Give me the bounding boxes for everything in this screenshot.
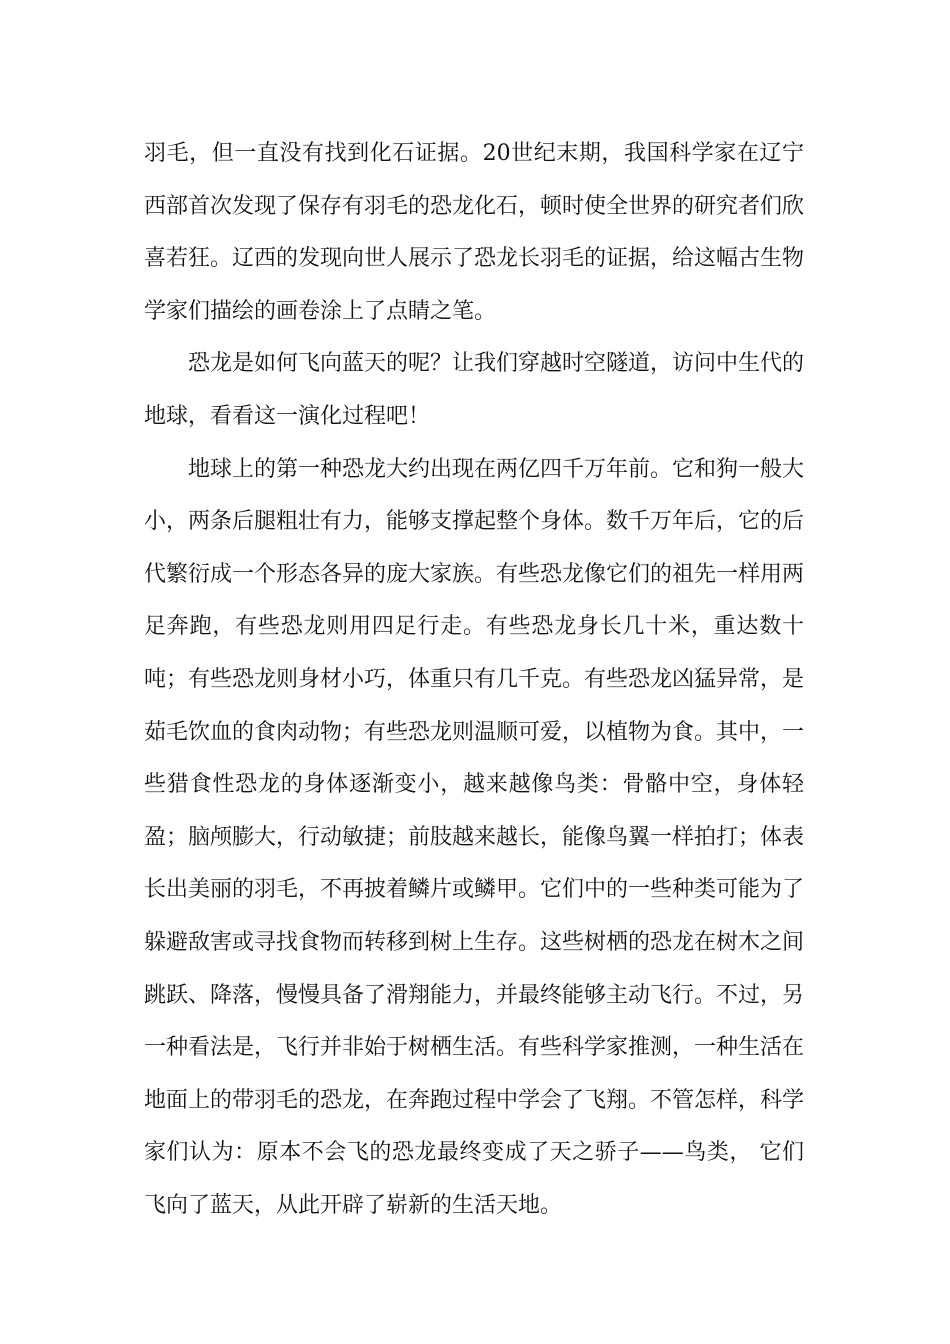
paragraph-continuation: 羽毛，但一直没有找到化石证据。20世纪末期，我国科学家在辽宁西部首次发现了保存有羽毛的恐龙化石，顿时使全世界的研究者们欣喜若狂。辽西的发现向世人展示了恐龙长羽毛的证据，给这幅古生物学家们描绘的画卷涂上了点睛之笔。 xyxy=(144,141,805,324)
paragraph-evolution: 地球上的第一种恐龙大约出现在两亿四千万年前。它和狗一般大小，两条后腿粗壮有力，能够支撑起整个身体。数千万年后，它的后代繁衍成一个形态各异的庞大家族。有些恐龙像它们的祖先一样用两足奔跑，有些恐龙则用四足行走。有些恐龙身长几十米，重达数十吨；有些恐龙则身材小巧，体重只有几千克。有些恐龙凶猛异常，是茹毛饮血的食肉动物；有些恐龙则温顺可爱，以植物为食。其中，一些猎食性恐龙的身体逐渐变小，越来越像鸟类：骨骼中空，身体轻盈；脑颅膨大，行动敏捷；前肢越来越长，能像鸟翼一样拍打；体表长出美丽的羽毛，不再披着鳞片或鳞甲。它们中的一些种类可能为了躲避敌害或寻找食物而转移到树上生存。这些树栖的恐龙在树木之间跳跃、降落，慢慢具备了滑翔能力，并最终能够主动飞行。不过，另一种看法是，飞行并非始于树栖生活。有些科学家推测，一种生活在地面上的带羽毛的恐龙，在奔跑过程中学会了飞翔。不管怎样，科学家们认为：原本不会飞的恐龙最终变成了天之骄子——鸟类， 它们飞向了蓝天，从此开辟了崭新的生活天地。 xyxy=(144,456,805,1218)
paragraph-question: 恐龙是如何飞向蓝天的呢？让我们穿越时空隧道，访问中生代的地球，看看这一演化过程吧！ xyxy=(144,351,805,429)
document-body xyxy=(144,128,804,1232)
